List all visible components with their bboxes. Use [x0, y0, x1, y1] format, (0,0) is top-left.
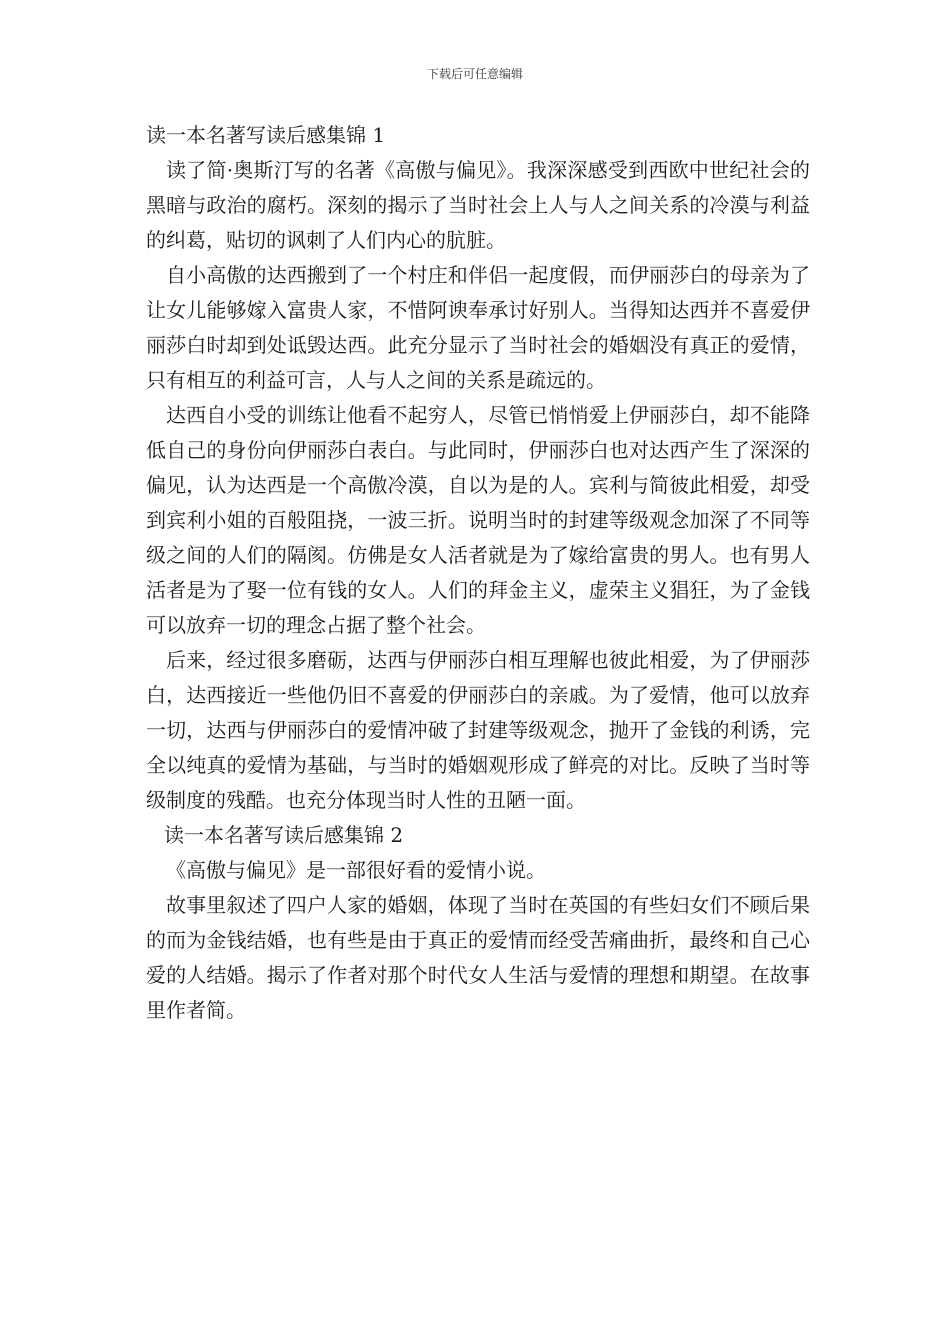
section-2-title: 读一本名著写读后感集锦 2: [164, 823, 404, 847]
section-2-paragraph-2: 故事里叙述了四户人家的婚姻，体现了当时在英国的有些妇女们不顾后果的而为金钱结婚，也有些是由于真正的爱情而经受苦痛曲折，最终和自己心爱的人结婚。揭示了作者对那个时代女人生活与爱情的理想和期望。在故事里作者简。: [146, 893, 810, 1022]
section-1-paragraph-2: 自小高傲的达西搬到了一个村庄和伴侣一起度假，而伊丽莎白的母亲为了让女儿能够嫁入富贵人家，不惜阿谀奉承讨好别人。当得知达西并不喜爱伊丽莎白时却到处诋毁达西。此充分显示了当时社会的婚姻没有真正的爱情，只有相互的利益可言，人与人之间的关系是疏远的。: [146, 263, 810, 392]
page-header: 下载后可任意编辑: [426, 67, 523, 81]
section-1-paragraph-1: 读了简·奥斯汀写的名著《高傲与偏见》。我深深感受到西欧中世纪社会的黑暗与政治的腐朽。深刻的揭示了当时社会上人与人之间关系的冷漠与利益的纠葛，贴切的讽刺了人们内心的肮脏。: [146, 158, 810, 252]
section-1-paragraph-4: 后来，经过很多磨砺，达西与伊丽莎白相互理解也彼此相爱，为了伊丽莎白，达西接近一些他仍旧不喜爱的伊丽莎白的亲戚。为了爱情，他可以放弃一切，达西与伊丽莎白的爱情冲破了封建等级观念，抛开了金钱的利诱，完全以纯真的爱情为基础，与当时的婚姻观形成了鲜亮的对比。反映了当时等级制度的残酷。也充分体现当时人性的丑陋一面。: [146, 648, 810, 812]
document-body: [146, 118, 810, 1028]
section-1-paragraph-3: 达西自小受的训练让他看不起穷人，尽管已悄悄爱上伊丽莎白，却不能降低自己的身份向伊丽莎白表白。与此同时，伊丽莎白也对达西产生了深深的偏见，认为达西是一个高傲冷漠，自以为是的人。宾利与简彼此相爱，却受到宾利小姐的百般阻挠，一波三折。说明当时的封建等级观念加深了不同等级之间的人们的隔阂。仿佛是女人活者就是为了嫁给富贵的男人。也有男人活者是为了娶一位有钱的女人。人们的拜金主义，虚荣主义猖狂，为了金钱可以放弃一切的理念占据了整个社会。: [146, 403, 810, 637]
section-1-title: 读一本名著写读后感集锦 1: [146, 123, 386, 147]
section-2-paragraph-1: 《高傲与偏见》是一部很好看的爱情小说。: [166, 858, 546, 882]
